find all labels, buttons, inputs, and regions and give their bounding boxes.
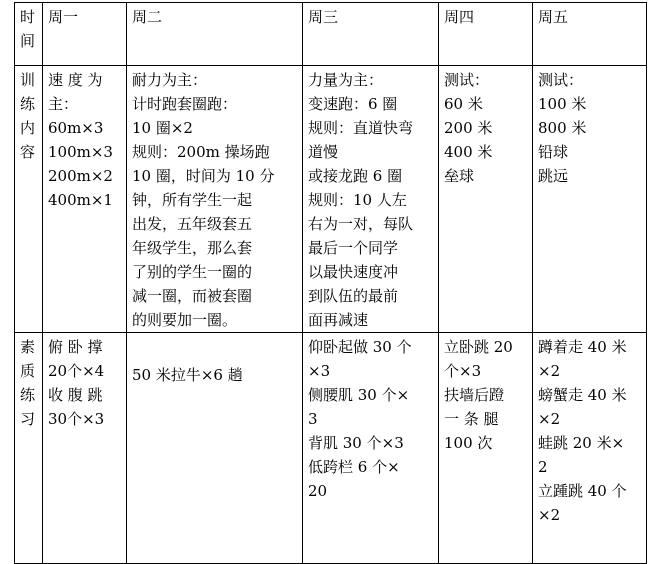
header-time-char: 间 — [20, 32, 36, 50]
cell-line: 到队伍的最前 — [308, 287, 399, 305]
cell-line: 右为一对，每队 — [308, 215, 414, 233]
cell-line: 计时跑套圈跑： — [132, 95, 238, 113]
header-time-char: 时 — [20, 8, 36, 26]
quality-monday — [43, 333, 127, 564]
cell-line: 减一圈，而被套圈 — [132, 287, 253, 305]
cell-line: 速 度 为 — [48, 71, 103, 89]
cell-line: ×2 — [538, 410, 561, 428]
quality-row — [15, 333, 647, 564]
cell-line: 100m×3 — [48, 143, 113, 161]
cell-line: 3 — [308, 410, 318, 428]
header-tuesday-label: 周二 — [132, 8, 163, 26]
cell-line: 30个×3 — [48, 410, 105, 428]
cell-line: 的则要加一圈。 — [132, 311, 238, 329]
cell-line: 习 — [20, 410, 36, 428]
cell-line: 或接龙跑 6 圈 — [308, 167, 403, 185]
cell-line: 训 — [20, 71, 36, 89]
cell-line: 一 条 腿 — [444, 410, 499, 428]
training-friday — [533, 66, 647, 333]
cell-line: 垒球 — [444, 167, 475, 185]
cell-line: 主： — [48, 95, 79, 113]
cell-line: 质 — [20, 362, 36, 380]
training-thursday — [439, 66, 533, 333]
cell-line: 800 米 — [538, 119, 587, 137]
header-wednesday — [303, 3, 439, 66]
header-friday-label: 周五 — [538, 8, 569, 26]
cell-line: 了别的学生一圈的 — [132, 263, 253, 281]
cell-line: 50 米拉牛×6 趟 — [132, 366, 243, 384]
training-tuesday — [127, 66, 303, 333]
cell-line: 60 米 — [444, 95, 483, 113]
cell-line: 道慢 — [308, 143, 339, 161]
cell-line: 以最快速度冲 — [308, 263, 399, 281]
quality-wednesday — [303, 333, 439, 564]
quality-friday — [533, 333, 647, 564]
cell-line: 立卧跳 20 — [444, 338, 513, 356]
cell-line: 蹲着走 40 米 — [538, 338, 627, 356]
cell-line: 俯 卧 撑 — [48, 338, 103, 356]
cell-line: 规则：10 人左 — [308, 191, 407, 209]
cell-line: 收 腹 跳 — [48, 386, 103, 404]
cell-line: 100 米 — [538, 95, 587, 113]
cell-line: 年级学生，那么套 — [132, 239, 253, 257]
quality-label — [15, 333, 43, 564]
cell-line: 60m×3 — [48, 119, 104, 137]
cell-line: 素 — [20, 338, 36, 356]
cell-line: 10 圈，时间为 10 分 — [132, 167, 275, 185]
header-monday — [43, 3, 127, 66]
cell-line: 200 米 — [444, 119, 493, 137]
quality-tuesday — [127, 333, 303, 564]
cell-line: 20 — [308, 482, 328, 500]
training-wednesday — [303, 66, 439, 333]
header-wednesday-label: 周三 — [308, 8, 339, 26]
cell-line: 背肌 30 个×3 — [308, 434, 404, 452]
header-time — [15, 3, 43, 66]
cell-line: 面再减速 — [308, 311, 369, 329]
header-row — [15, 3, 647, 66]
cell-line: 螃蟹走 40 米 — [538, 386, 627, 404]
cell-line: 最后一个同学 — [308, 239, 399, 257]
cell-line: 2 — [538, 458, 548, 476]
cell-line: 立踵跳 40 个 — [538, 482, 627, 500]
header-friday — [533, 3, 647, 66]
training-monday — [43, 66, 127, 333]
cell-line: ×3 — [308, 362, 331, 380]
cell-line: 规则：直道快弯 — [308, 119, 414, 137]
cell-line: 铅球 — [538, 143, 569, 161]
cell-line: 100 次 — [444, 434, 493, 452]
cell-line: 内 — [20, 119, 36, 137]
training-label — [15, 66, 43, 333]
cell-line: 400m×1 — [48, 191, 113, 209]
header-thursday — [439, 3, 533, 66]
cell-line: 容 — [20, 143, 36, 161]
cell-line: 扶墙后蹬 — [444, 386, 505, 404]
cell-line: 耐力为主： — [132, 71, 208, 89]
cell-line: ×2 — [538, 362, 561, 380]
header-thursday-label: 周四 — [444, 8, 475, 26]
header-monday-label: 周一 — [48, 8, 79, 26]
cell-line: 练 — [20, 386, 36, 404]
cell-line: 测试： — [538, 71, 584, 89]
cell-line: 200m×2 — [48, 167, 113, 185]
cell-line: 钟，所有学生一起 — [132, 191, 253, 209]
cell-line: 侧腰肌 30 个× — [308, 386, 410, 404]
cell-line: 400 米 — [444, 143, 493, 161]
cell-line: 蛙跳 20 米× — [538, 434, 625, 452]
cell-line: 力量为主： — [308, 71, 384, 89]
quality-thursday — [439, 333, 533, 564]
cell-line: 测试： — [444, 71, 490, 89]
cell-line: 跳远 — [538, 167, 569, 185]
cell-line: 规则：200m 操场跑 — [132, 143, 270, 161]
cell-line: 练 — [20, 95, 36, 113]
cell-line: 出发，五年级套五 — [132, 215, 253, 233]
cell-line: 仰卧起做 30 个 — [308, 338, 412, 356]
cell-line: 变速跑：6 圈 — [308, 95, 398, 113]
cell-line: 低跨栏 6 个× — [308, 458, 400, 476]
cell-line: 个×3 — [444, 362, 482, 380]
cell-line: 20个×4 — [48, 362, 105, 380]
cell-line: 10 圈×2 — [132, 119, 193, 137]
cell-line: ×2 — [538, 506, 561, 524]
header-tuesday — [127, 3, 303, 66]
training-row — [15, 66, 647, 333]
training-schedule-table — [14, 2, 647, 564]
